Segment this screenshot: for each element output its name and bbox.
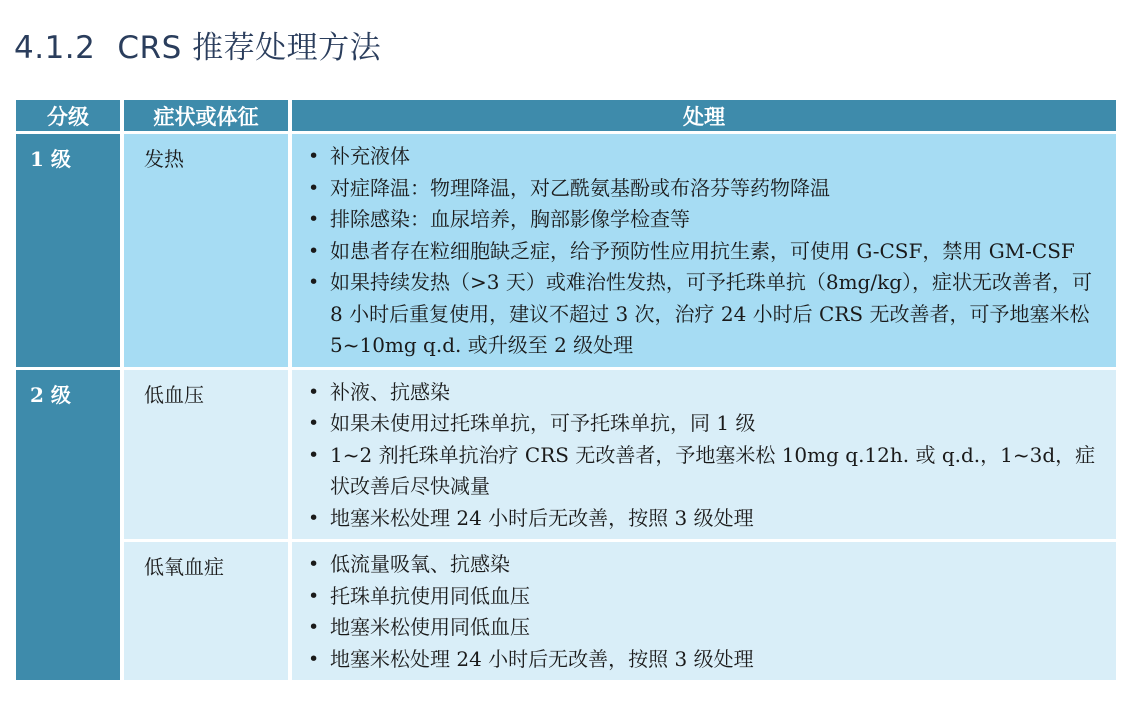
treatment-item: • 1~2 剂托珠单抗治疗 CRS 无改善者，予地塞米松 10mg q.12h. 或 q.d.，1~3d，症状改善后尽快减量 <box>306 440 1102 503</box>
treatment-item: • 地塞米松处理 24 小时后无改善，按照 3 级处理 <box>306 644 1102 676</box>
crs-treatment-table <box>12 97 1120 683</box>
header-treatment: 处理 <box>292 100 1116 131</box>
treatment-item: • 如果未使用过托珠单抗，可予托珠单抗，同 1 级 <box>306 408 1102 440</box>
treatment-list <box>292 542 1116 680</box>
grade-cell: 2 级 <box>16 370 120 681</box>
treatment-item: • 排除感染：血尿培养，胸部影像学检查等 <box>306 204 1102 236</box>
treatment-cell <box>292 134 1116 367</box>
treatment-item: • 地塞米松处理 24 小时后无改善，按照 3 级处理 <box>306 503 1102 535</box>
treatment-list <box>292 134 1116 367</box>
symptom-cell: 发热 <box>124 134 288 367</box>
treatment-list <box>292 370 1116 540</box>
treatment-item: • 低流量吸氧、抗感染 <box>306 549 1102 581</box>
treatment-cell <box>292 370 1116 540</box>
section-title <box>14 22 381 67</box>
section-title-text: CRS 推荐处理方法 <box>117 30 382 66</box>
table-row <box>16 134 1116 367</box>
treatment-item: • 如患者存在粒细胞缺乏症，给予预防性应用抗生素，可使用 G-CSF，禁用 GM-CSF <box>306 236 1102 268</box>
symptom-cell: 低血压 <box>124 370 288 540</box>
treatment-item: • 对症降温：物理降温，对乙酰氨基酚或布洛芬等药物降温 <box>306 173 1102 205</box>
table-header-row <box>16 100 1116 131</box>
header-symptom: 症状或体征 <box>124 100 288 131</box>
header-grade: 分级 <box>16 100 120 131</box>
grade-cell: 1 级 <box>16 134 120 367</box>
treatment-item: • 如果持续发热（>3 天）或难治性发热，可予托珠单抗（8mg/kg），症状无改善者，可 8 小时后重复使用，建议不超过 3 次，治疗 24 小时后 CRS 无改善者，可予地塞米松 5~10mg q.d. 或升级至 2 级处理 <box>306 267 1102 362</box>
section-number: 4.1.2 <box>14 30 96 66</box>
treatment-item: • 地塞米松使用同低血压 <box>306 612 1102 644</box>
treatment-item: • 补充液体 <box>306 141 1102 173</box>
table-row <box>16 542 1116 680</box>
symptom-cell: 低氧血症 <box>124 542 288 680</box>
treatment-item: • 补液、抗感染 <box>306 377 1102 409</box>
treatment-cell <box>292 542 1116 680</box>
table-row <box>16 370 1116 540</box>
treatment-item: • 托珠单抗使用同低血压 <box>306 581 1102 613</box>
